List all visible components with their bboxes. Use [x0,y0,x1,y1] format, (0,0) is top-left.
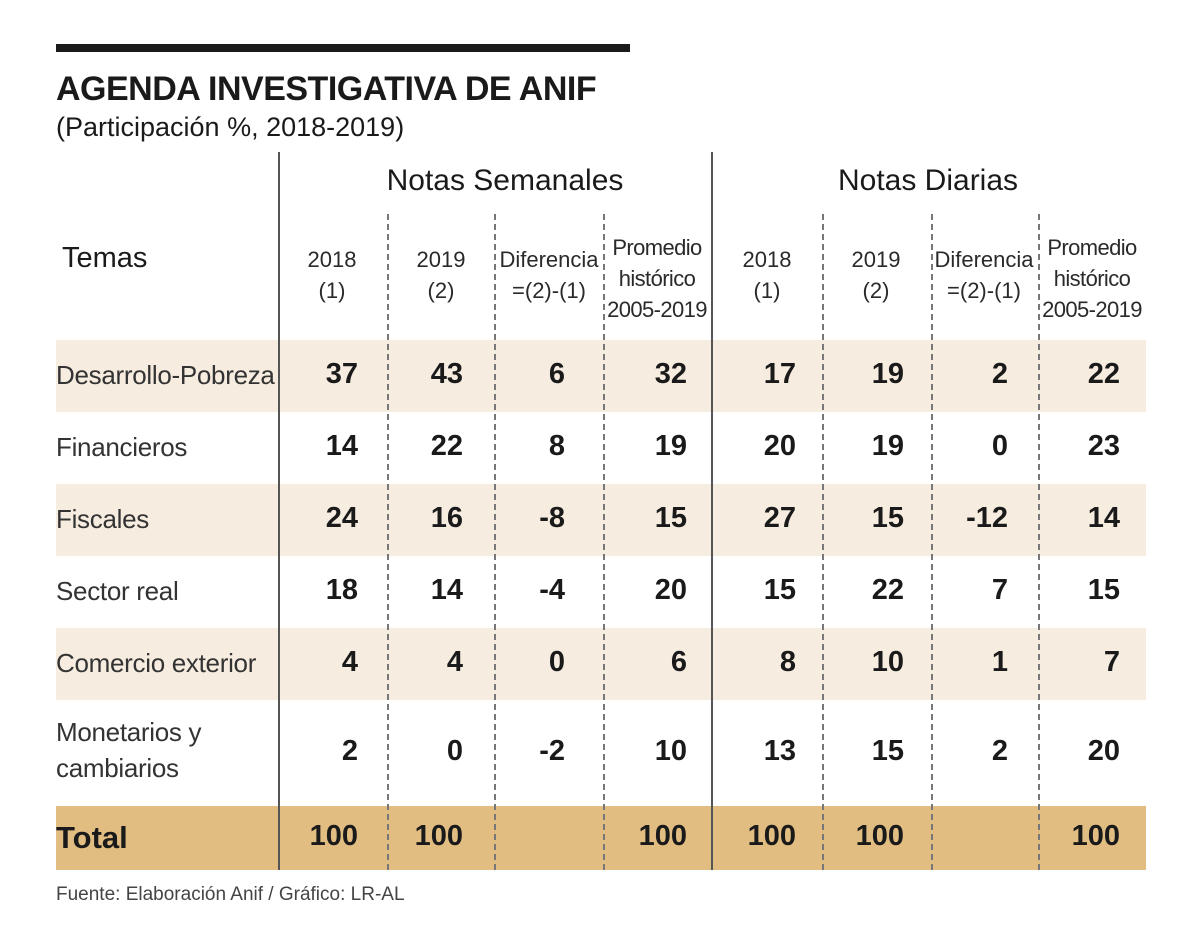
column-header-line: (1) [318,278,346,303]
table-cell: 6 [670,646,687,678]
table-cell: -2 [539,735,565,767]
column-header-line: (2) [427,278,455,303]
row-label: Desarrollo-Pobreza [56,360,275,390]
table-cell: 14 [1087,502,1120,534]
table-cell: 20 [1087,735,1120,767]
column-header-line: (1) [753,278,781,303]
table-cell: 4 [341,646,358,678]
total-cell: 100 [747,820,796,852]
column-header-line: Diferencia [499,247,599,272]
column-header-line: histórico [1053,266,1131,291]
column-header [1037,232,1147,325]
row-label: Fiscales [56,504,149,534]
table-cell: 18 [325,574,358,606]
table-cell: 10 [871,646,904,678]
temas-header: Temas [62,242,148,274]
table-cell: 16 [430,502,463,534]
table-cell: 20 [654,574,687,606]
table-cell: -12 [966,502,1008,534]
table-cell: 0 [548,646,565,678]
table-cell: 27 [763,502,796,534]
column-divider-dashed [494,214,496,870]
table-cell: -8 [539,502,565,534]
table-cell: 4 [446,646,463,678]
source-note: Fuente: Elaboración Anif / Gráfico: LR-AL [56,884,405,905]
table-cell: 15 [871,735,904,767]
column-header [277,244,387,306]
table-cell: 22 [871,574,904,606]
total-cell: 100 [1071,820,1120,852]
column-header-line: Promedio [1047,235,1137,260]
table-cell: 1 [991,646,1008,678]
table-cell: 20 [763,430,796,462]
table-cell: 17 [763,358,796,390]
column-divider-dashed [387,214,389,870]
column-divider [278,152,280,870]
column-header [712,244,822,306]
table-cell: 22 [1087,358,1120,390]
table-cell: 19 [654,430,687,462]
table-cell: 8 [548,430,565,462]
table-cell: 37 [325,358,358,390]
row-label: Financieros [56,432,188,462]
column-divider-dashed [603,214,605,870]
column-header [821,244,931,306]
column-header-line: histórico [618,266,696,291]
table-cell: 24 [325,502,358,534]
total-label: Total [56,820,128,855]
column-header-line: Diferencia [934,247,1034,272]
table-cell: 15 [871,502,904,534]
table-cell: 22 [430,430,463,462]
table-cell: 32 [654,358,687,390]
table-cell: 2 [341,735,358,767]
table-cell: 15 [654,502,687,534]
column-header [929,244,1039,306]
column-header-line: 2018 [307,247,357,272]
table-cell: 13 [763,735,796,767]
column-header-line: 2019 [416,247,466,272]
group-header-semanales: Notas Semanales [386,164,624,197]
table-cell: 2 [991,358,1008,390]
row-label: Comercio exterior [56,648,257,678]
chart-subtitle: (Participación %, 2018-2019) [56,112,405,142]
chart-title: AGENDA INVESTIGATIVA DE ANIF [56,70,597,108]
table-cell: 7 [1103,646,1120,678]
table-cell: 23 [1087,430,1120,462]
table-cell: 0 [991,430,1008,462]
table-cell: 14 [325,430,358,462]
table-cell: 15 [763,574,796,606]
row-label: Sector real [56,576,179,606]
table-cell: 6 [548,358,565,390]
column-header-line: 2005-2019 [607,297,707,322]
column-divider-dashed [931,214,933,870]
top-rule [56,44,630,52]
column-divider-dashed [1038,214,1040,870]
column-header-line: =(2)-(1) [512,278,586,303]
table-cell: 43 [430,358,463,390]
column-header [494,244,604,306]
total-cell: 100 [638,820,687,852]
table-cell: 19 [871,430,904,462]
column-header-line: (2) [862,278,890,303]
table-cell: 0 [446,735,463,767]
table-cell: 15 [1087,574,1120,606]
table-cell: 8 [779,646,796,678]
table-cell: 10 [654,735,687,767]
column-header-line: Promedio [612,235,702,260]
table-cell: -4 [539,574,565,606]
column-header [386,244,496,306]
column-divider [711,152,713,870]
column-header-line: 2019 [851,247,901,272]
table-cell: 7 [991,574,1008,606]
total-cell: 100 [414,820,463,852]
table-cell: 2 [991,735,1008,767]
total-cell: 100 [309,820,358,852]
column-header-line: =(2)-(1) [947,278,1021,303]
column-divider-dashed [822,214,824,870]
table-cell: 19 [871,358,904,390]
group-header-diarias: Notas Diarias [837,164,1019,197]
table-cell: 14 [430,574,463,606]
column-header [602,232,712,325]
column-header-line: 2005-2019 [1042,297,1142,322]
total-cell: 100 [855,820,904,852]
row-label: Monetarios y cambiarios [56,717,202,783]
column-header-line: 2018 [742,247,792,272]
